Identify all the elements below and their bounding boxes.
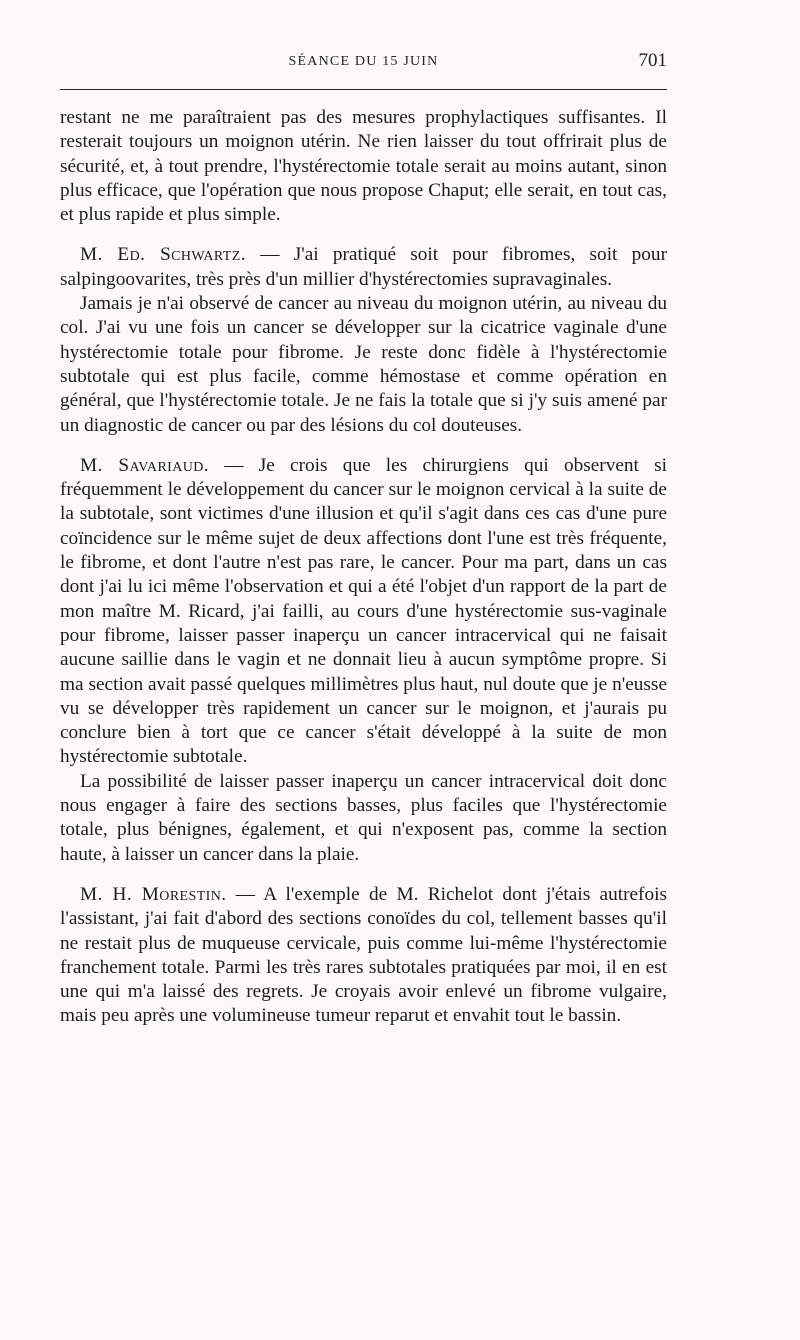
body-text xyxy=(60,106,667,1029)
paragraph-text: restant ne me paraîtraient pas des mesures prophylactiques suffisantes. Il resterait toujours un moignon utérin. Ne rien laisser du tout offrirait plus de sécurité, et, à tout prendre, l'hystérectomie totale serait au moins autant, sinon plus efficace, que l'opération que nous propose Chaput; elle serait, en tout cas, et plus rapide et plus simple. xyxy=(60,107,667,226)
speaker-name: M. Savariaud. xyxy=(80,454,209,476)
speaker-name: M. Ed. Schwartz. xyxy=(80,244,246,266)
paragraph-text: — J'ai pratiqué soit pour fibromes, soit pour salpingoovarites, très près d'un millier d'hystérectomies supravaginales. xyxy=(60,244,667,290)
paragraph-savariaud xyxy=(60,454,667,770)
speaker-name: M. H. Morestin. xyxy=(80,883,227,905)
paragraph-text: — A l'exemple de M. Richelot dont j'étais autrefois l'assistant, j'ai fait d'abord des sections conoïdes du col, tellement basses qu'il ne restait plus de muqueuse cervicale, puis comme lui-même l'hystérectomie franchement totale. Parmi les très rares subtotales pratiquées par moi, il en est une qui m'a laissé des regrets. Je croyais avoir enlevé un fibrome vulgaire, mais peu après une volumineuse tumeur reparut et envahit tout le bassin. xyxy=(60,883,667,1027)
header-rule xyxy=(60,89,667,90)
paragraph-text: — Je crois que les chirurgiens qui observent si fréquemment le développement du cancer sur le moignon cervical à la suite de la subtotale, sont victimes d'une illusion et qu'il s'agit dans ces cas d'une pure coïncidence sur le même sujet de deux affections dont l'une est très fréquente, le fibrome, et dont l'autre n'est pas rare, le cancer. Pour ma part, dans un cas dont j'ai lu ici même l'observation et qui a été l'objet d'un rapport de la part de mon maître M. Ricard, j'ai failli, au cours d'une hystérectomie sus-vaginale pour fibrome, laisser passer inaperçu un cancer intracervical qui ne faisait aucune saillie dans le vagin et ne donnait lieu à aucun symptôme propre. Si ma section avait passé quelques millimètres plus haut, nul doute que je n'eusse vu se développer très rapidement un cancer sur le moignon, et j'aurais pu conclure bien à tort que ce cancer s'était développé à la suite de mon hystérectomie subtotale. xyxy=(60,454,667,768)
running-title: SÉANCE DU 15 JUIN xyxy=(288,54,439,69)
paragraph-schwartz-continued xyxy=(60,292,667,438)
paragraph-text: La possibilité de laisser passer inaperçu un cancer intracervical doit donc nous engager à faire des sections basses, plus faciles que l'hystérectomie totale, plus bénignes, également, et qui n'exposent pas, comme la section haute, à laisser un cancer dans la plaie. xyxy=(60,770,667,865)
paragraph-savariaud-continued xyxy=(60,770,667,867)
paragraph-morestin xyxy=(60,883,667,1029)
paragraph-text: Jamais je n'ai observé de cancer au niveau du moignon utérin, au niveau du col. J'ai vu une fois un cancer se développer sur la cicatrice vaginale d'une hystérectomie totale pour fibrome. Je reste donc fidèle à l'hystérectomie subtotale qui est plus facile, comme hémostase et comme opération en général, que l'hystérectomie totale. Je ne fais la totale que si j'y suis amené par un diagnostic de cancer ou par des lésions du col douteuses. xyxy=(60,293,667,436)
paragraph-schwartz xyxy=(60,243,667,292)
paragraph-continuation xyxy=(60,106,667,227)
page-number: 701 xyxy=(638,50,667,71)
running-header xyxy=(60,50,667,74)
